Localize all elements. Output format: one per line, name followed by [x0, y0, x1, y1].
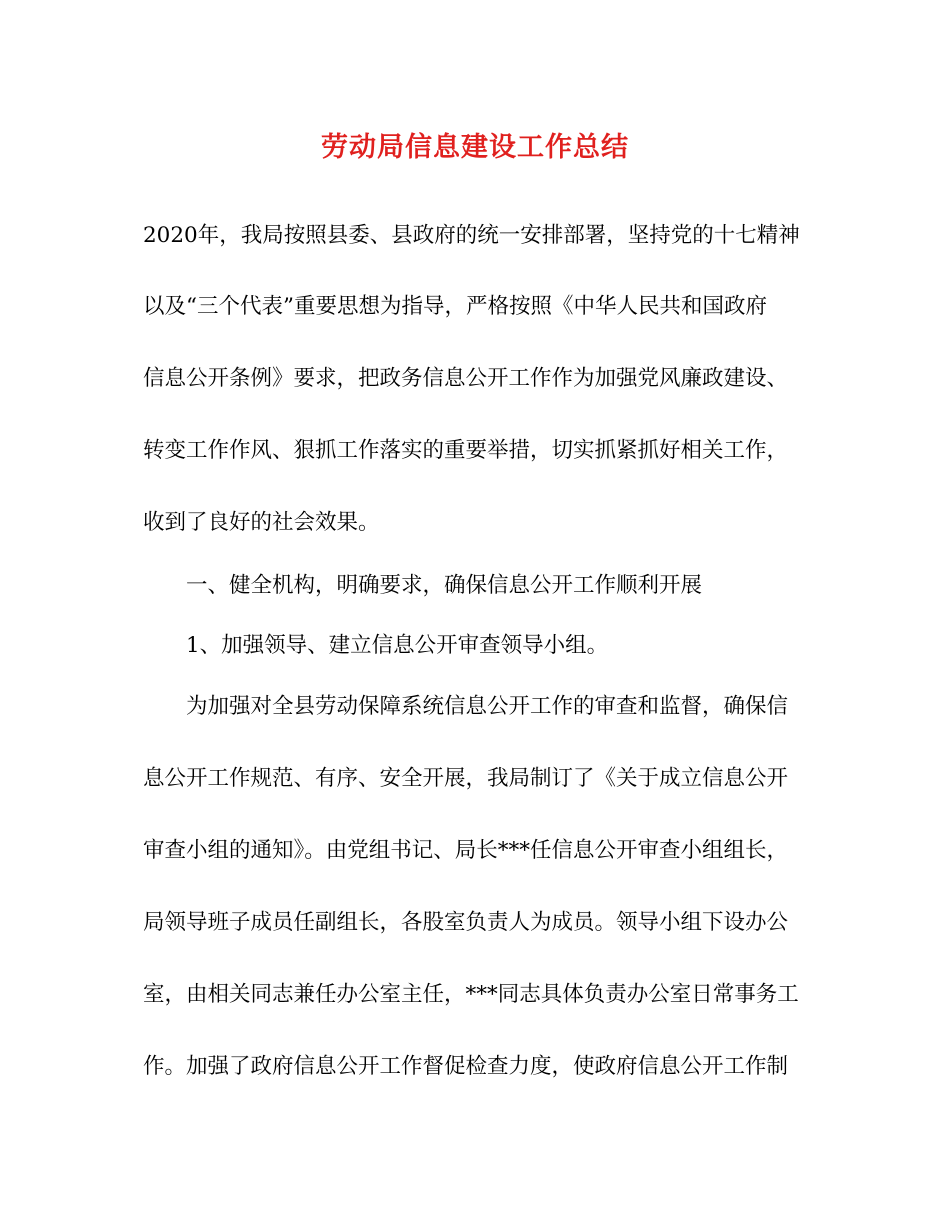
paragraph-line: 收到了良好的社会效果。 [143, 510, 380, 535]
paragraph-line: 为加强对全县劳动保障系统信息公开工作的审查和监督，确保信 [186, 694, 789, 719]
paragraph-line: 息公开工作规范、有序、安全开展，我局制订了《关于成立信息公开 [143, 766, 789, 791]
paragraph-line: 转变工作作风、狠抓工作落实的重要举措，切实抓紧抓好相关工作， [143, 438, 789, 463]
paragraph-line: 室，由相关同志兼任办公室主任，***同志具体负责办公室日常事务工 [143, 982, 799, 1007]
paragraph-line: 以及“三个代表”重要思想为指导，严格按照《中华人民共和国政府 [143, 294, 767, 319]
paragraph-line: 局领导班子成员任副组长，各股室负责人为成员。领导小组下设办公 [143, 910, 789, 935]
paragraph-line: 作。加强了政府信息公开工作督促检查力度，使政府信息公开工作制 [143, 1054, 789, 1079]
document-title: 劳动局信息建设工作总结 [321, 132, 629, 163]
paragraph-line: 2020年，我局按照县委、县政府的统一安排部署，坚持党的十七精神 [143, 223, 800, 248]
section-heading: 一、健全机构，明确要求，确保信息公开工作顺利开展 [186, 573, 703, 598]
subsection-heading: 1、加强领导、建立信息公开审查领导小组。 [186, 633, 609, 658]
paragraph-line: 审查小组的通知》。由党组书记、局长***任信息公开审查小组组长， [143, 838, 789, 863]
paragraph-line: 信息公开条例》要求，把政务信息公开工作作为加强党风廉政建设、 [143, 366, 789, 391]
